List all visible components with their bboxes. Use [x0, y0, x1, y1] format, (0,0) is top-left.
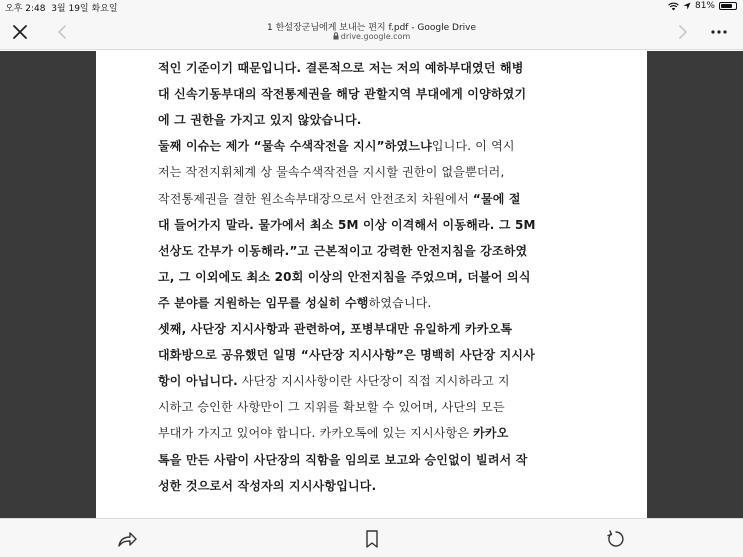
bookmark-button[interactable]	[361, 528, 383, 550]
document-line	[158, 451, 528, 468]
bookmark-icon	[365, 530, 379, 548]
document-line	[158, 111, 362, 128]
status-time: 오후 2:48 3월 19일 화요일	[5, 4, 118, 14]
document-line-segment: ”고 근본적이고 강력한 안전지침을 강조하였	[289, 243, 528, 258]
document-line	[158, 59, 524, 76]
wifi-icon	[668, 2, 679, 11]
document-line	[158, 398, 505, 415]
document-line	[158, 320, 512, 337]
more-icon	[711, 30, 727, 34]
document-line	[158, 294, 432, 311]
battery-percent: 81%	[694, 1, 715, 11]
document-line-segment: “물에 절	[472, 191, 521, 206]
document-line-segment: 대화방으로 공유했던 일명 “사단장 지시사항”은 명백히 사단장 지시사	[158, 348, 535, 363]
document-line-segment: 시하고 승인한 사항만이 그 지위를 확보할 수 있어며, 사단의 모든	[158, 400, 505, 415]
share-button[interactable]	[116, 528, 138, 550]
document-line	[158, 216, 536, 233]
document-line-segment: 적인 기준이기 때문입니다. 결론적으로 저는 저의 예하부대였던 해병	[158, 61, 524, 75]
pdf-viewer[interactable]	[0, 51, 743, 518]
document-line-segment: 항이 아닙니다.	[158, 374, 238, 389]
page-title: 1 한설장군님에게 보내는 편지 f.pdf - Google Drive	[266, 23, 477, 33]
more-button[interactable]	[707, 20, 731, 44]
browser-nav-bar	[0, 14, 743, 50]
document-line-segment: 대 들어가지 말라. 물가에서 최소 5M 이상 이격해서 이동해라. 그 5M	[158, 217, 536, 232]
document-line-segment: 주 분야를 지원하는 임무를 성실히 수행	[158, 295, 369, 310]
document-line-segment: 에 그 권한을 가지고 있지 않았습니다.	[158, 113, 362, 128]
document-line-segment: 저는 작전지휘체계 상 물속수색작전을 지시할 권한이 없을뿐더러,	[158, 165, 505, 180]
status-right	[668, 1, 737, 11]
document-line-segment: 셋째, 사단장 지시사항과 관련하여, 포병부대만 유일하게 카카오톡	[158, 322, 513, 336]
document-line	[158, 137, 515, 154]
document-line-segment: 사단장 지시사항이란 사단장이 직접 지시하라고 지	[237, 374, 510, 389]
page-url[interactable]	[0, 32, 743, 41]
reload-button[interactable]	[604, 528, 626, 550]
lock-icon	[333, 32, 339, 40]
forward-button[interactable]	[671, 20, 695, 44]
document-line	[158, 163, 505, 180]
forward-icon	[678, 25, 688, 39]
document-line-segment: 고, 그 이외에도 최소 20회 이상의 안전지침을 주었으며, 더불어 의식	[158, 269, 531, 284]
url-text: drive.google.com	[340, 32, 411, 41]
bottom-toolbar	[0, 518, 743, 557]
document-line-segment: 성한 것으로서 작성자의 지시사항입니다.	[158, 478, 377, 493]
status-bar	[0, 0, 743, 14]
document-line-segment: 작전통제권을 결한 원소속부대장으로서 안전조치 차원에서	[158, 191, 473, 206]
location-icon	[683, 2, 691, 10]
document-line	[158, 424, 509, 441]
document-line	[158, 268, 531, 285]
battery-icon	[719, 2, 737, 10]
reload-icon	[606, 530, 624, 548]
document-line-segment: 대 신속기동부대의 작전통제권을 해당 관할지역 부대에게 이양하였기	[158, 87, 527, 102]
document-line	[158, 346, 535, 363]
document-line-segment: 톡을 만든 사람이 사단장의 직함을 임의로 보고와 승인없이 빌려서 작	[158, 452, 528, 467]
document-line-segment: 입니다. 이 역시	[431, 139, 515, 154]
document-line-segment: 둘째 이슈는 제가 “물속 수색작전을 지시”하였느냐	[158, 139, 432, 154]
share-icon	[117, 530, 137, 548]
pdf-page	[96, 51, 647, 518]
status-date: 3월 19일 화요일	[51, 4, 118, 14]
document-line-segment: 선상도 간부가 이동해라.	[158, 243, 290, 258]
document-line	[158, 242, 527, 259]
document-line	[158, 477, 376, 494]
document-line-segment: 부대가 가지고 있어야 합니다. 카카오톡에 있는 지시사항은	[158, 426, 474, 441]
document-line-segment: 카카오	[473, 426, 509, 441]
document-line	[158, 190, 521, 207]
document-line	[158, 85, 526, 102]
document-line-segment: 하였습니다.	[368, 295, 432, 310]
document-line	[158, 372, 510, 389]
